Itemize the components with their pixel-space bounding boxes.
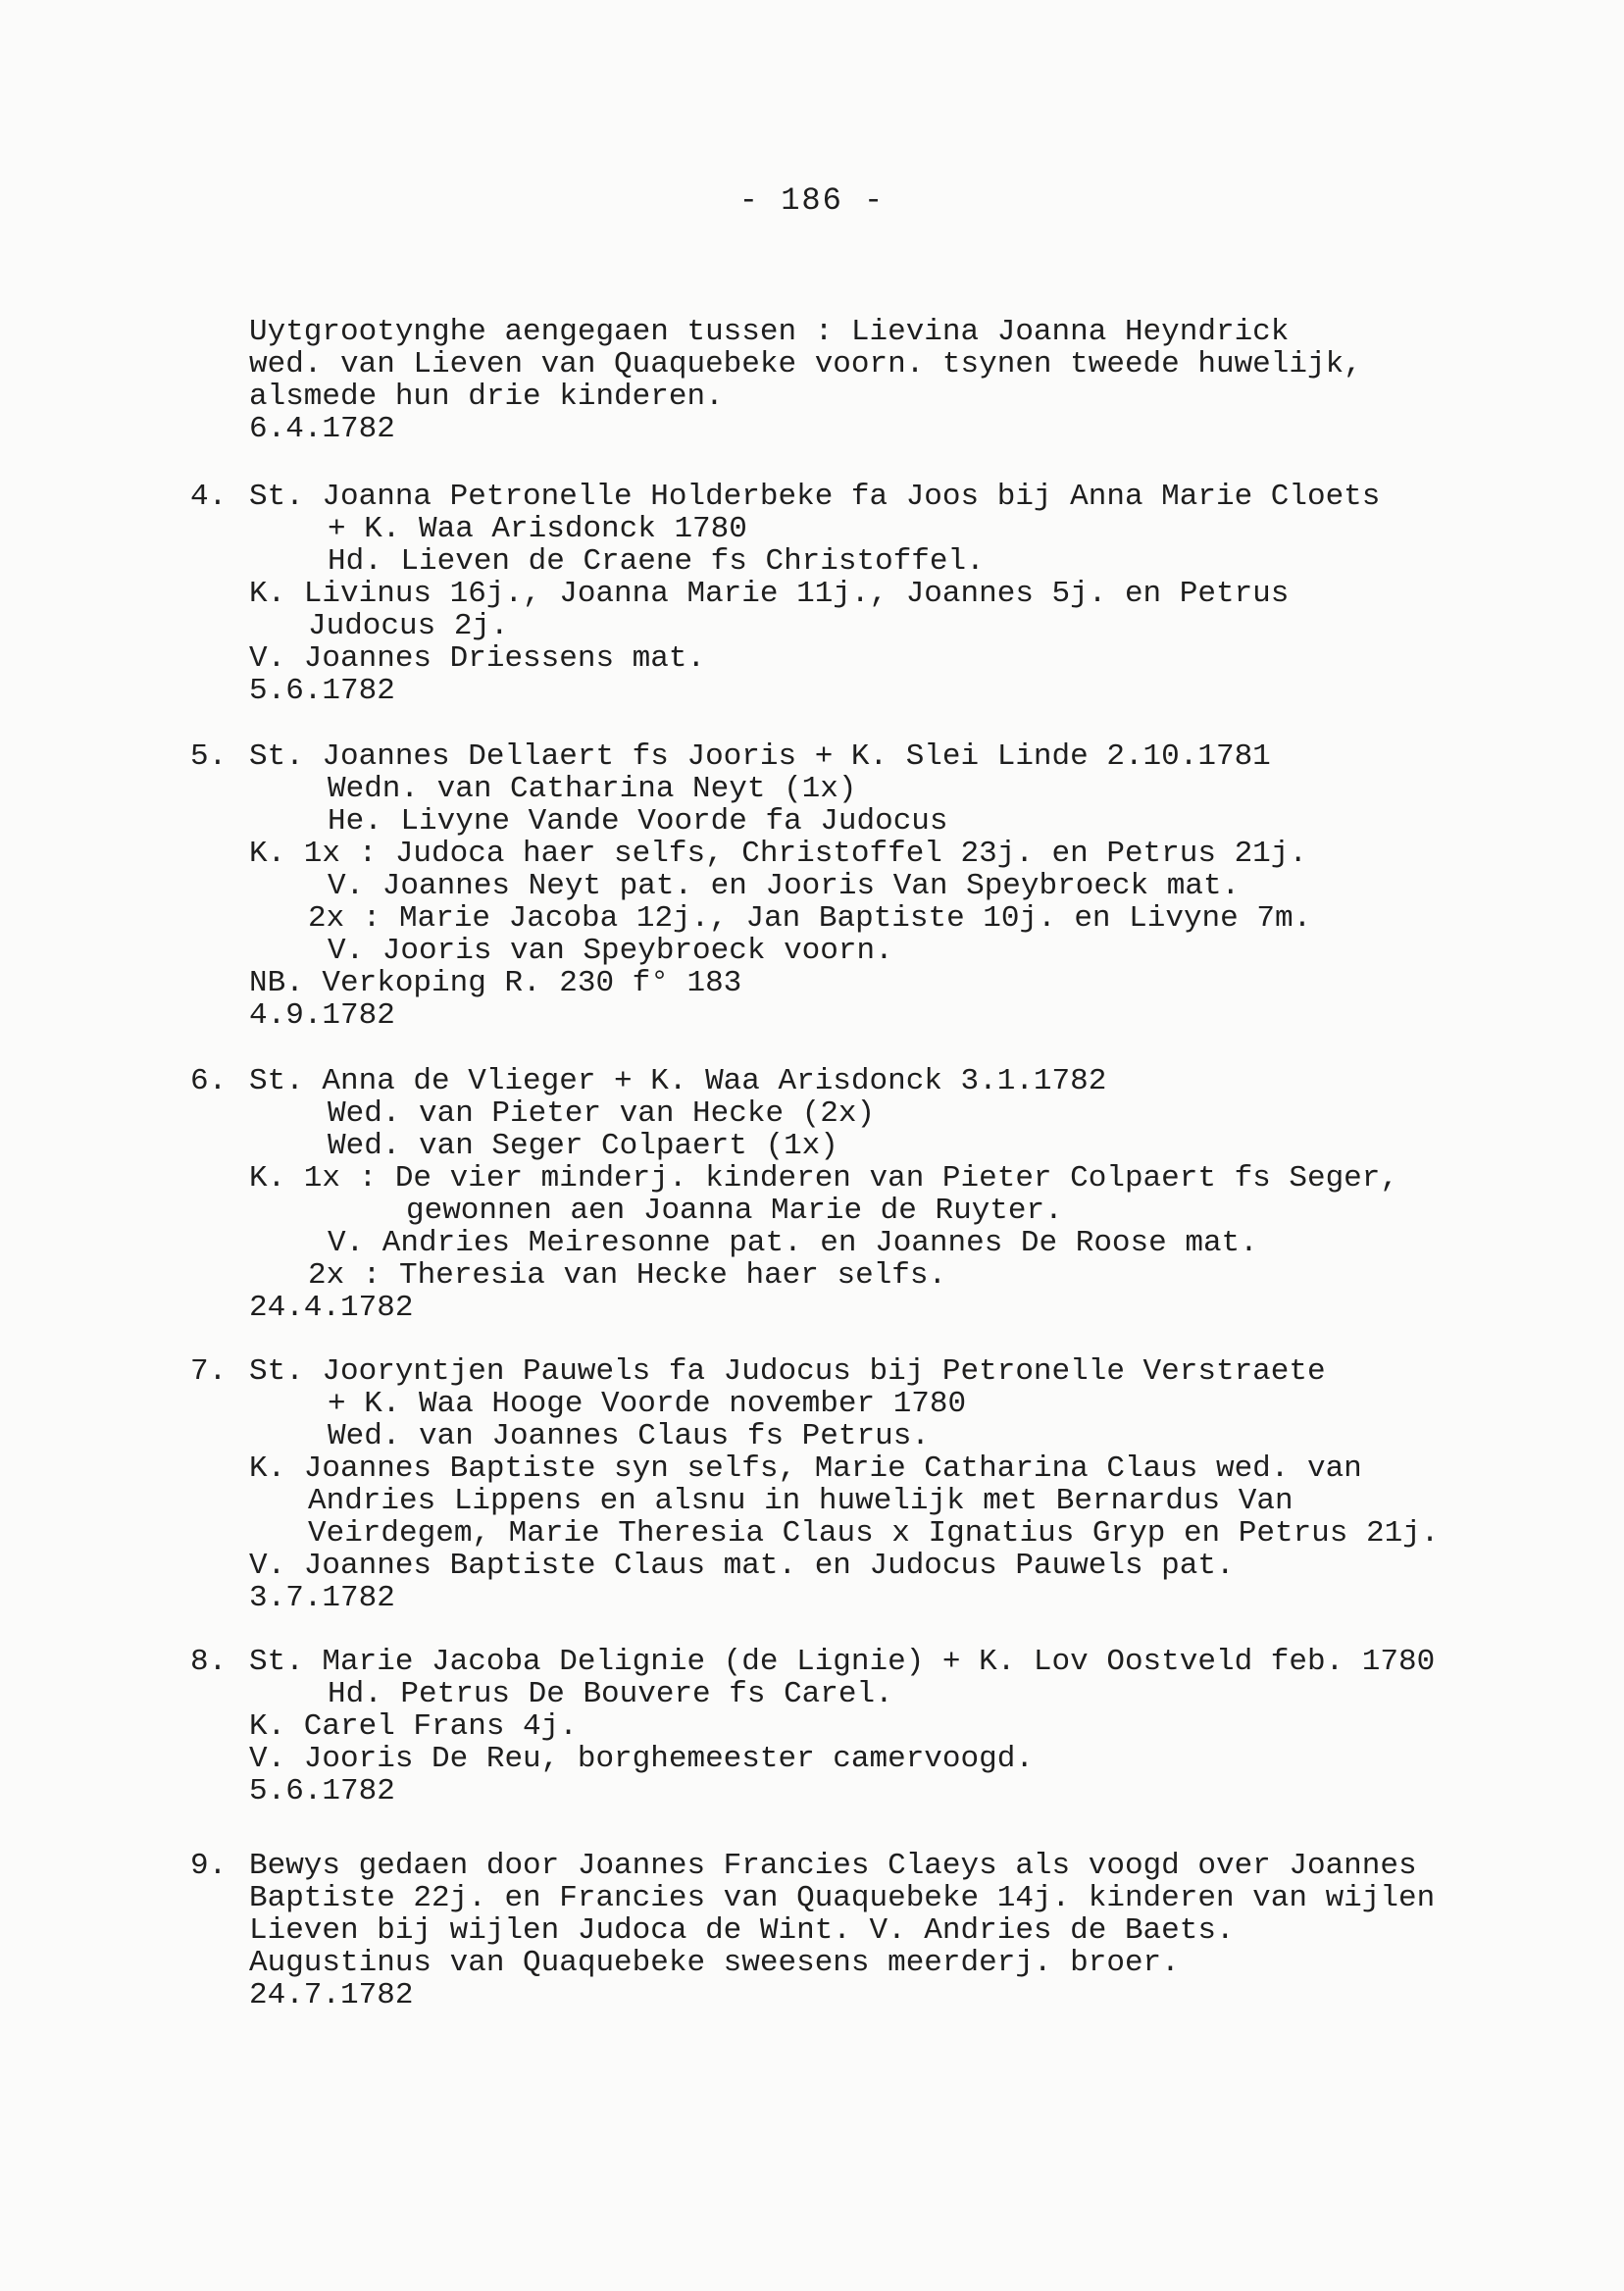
entry-line: Veirdegem, Marie Theresia Claus x Ignatius Gryp en Petrus 21j. xyxy=(308,1516,1440,1551)
entry-line: NB. Verkoping R. 230 f° 183 xyxy=(249,966,742,1000)
entry-line: Judocus 2j. xyxy=(308,609,509,643)
intro-line: Uytgrootynghe aengegaen tussen : Lievina Joanna Heyndrick xyxy=(249,315,1290,349)
entry-line: K. 1x : De vier minderj. kinderen van Pieter Colpaert fs Seger, xyxy=(249,1161,1398,1196)
entry-line: K. Joannes Baptiste syn selfs, Marie Catharina Claus wed. van xyxy=(249,1451,1362,1486)
entry-line: V. Joannes Driessens mat. xyxy=(249,641,706,676)
entry-line: V. Andries Meiresonne pat. en Joannes De Roose mat. xyxy=(328,1226,1258,1260)
entry-line: V. Jooris van Speybroeck voorn. xyxy=(328,934,893,968)
entry-line: St. Anna de Vlieger + K. Waa Arisdonck 3.1.1782 xyxy=(249,1064,1107,1098)
entry-line: Baptiste 22j. en Francies van Quaquebeke 14j. kinderen van wijlen xyxy=(249,1881,1436,1915)
entry-date: 5.6.1782 xyxy=(249,1774,395,1808)
entry-date: 24.4.1782 xyxy=(249,1291,414,1325)
entry-line: Wed. van Seger Colpaert (1x) xyxy=(328,1129,838,1163)
intro-line: wed. van Lieven van Quaquebeke voorn. tsynen tweede huwelijk, xyxy=(249,347,1362,382)
entry-line: V. Joannes Neyt pat. en Jooris Van Speybroeck mat. xyxy=(328,869,1241,903)
entry-line: Lieven bij wijlen Judoca de Wint. V. Andries de Baets. xyxy=(249,1913,1235,1948)
entry-line: K. Livinus 16j., Joanna Marie 11j., Joannes 5j. en Petrus xyxy=(249,577,1290,611)
entry-line: 2x : Theresia van Hecke haer selfs. xyxy=(308,1258,947,1293)
entry-line: + K. Waa Hooge Voorde november 1780 xyxy=(328,1387,967,1421)
entry-line: St. Joannes Dellaert fs Jooris + K. Slei Linde 2.10.1781 xyxy=(249,739,1271,774)
entry-line: K. 1x : Judoca haer selfs, Christoffel 23j. en Petrus 21j. xyxy=(249,837,1307,871)
entry-line: V. Jooris De Reu, borghemeester camervoogd. xyxy=(249,1742,1034,1776)
entry-line: Wed. van Pieter van Hecke (2x) xyxy=(328,1096,876,1131)
entry-date: 24.7.1782 xyxy=(249,1978,414,2012)
entry-number: 4. xyxy=(190,480,228,514)
intro-date: 6.4.1782 xyxy=(249,412,395,446)
entry-line: St. Joanna Petronelle Holderbeke fa Joos bij Anna Marie Cloets xyxy=(249,480,1381,514)
entry-date: 3.7.1782 xyxy=(249,1581,395,1615)
entry-line: Andries Lippens en alsnu in huwelijk met Bernardus Van xyxy=(308,1484,1294,1518)
entry-number: 8. xyxy=(190,1645,228,1679)
entry-line: He. Livyne Vande Voorde fa Judocus xyxy=(328,804,948,839)
entry-line: St. Marie Jacoba Delignie (de Lignie) + K. Lov Oostveld feb. 1780 xyxy=(249,1645,1436,1679)
entry-line: Augustinus van Quaquebeke sweesens meerderj. broer. xyxy=(249,1946,1180,1980)
entry-line: Hd. Petrus De Bouvere fs Carel. xyxy=(328,1677,893,1711)
entry-line: + K. Waa Arisdonck 1780 xyxy=(328,512,747,546)
entry-number: 7. xyxy=(190,1354,228,1389)
page-number: - 186 - xyxy=(738,182,886,219)
entry-number: 6. xyxy=(190,1064,228,1098)
entry-line: Wed. van Joannes Claus fs Petrus. xyxy=(328,1419,930,1453)
entry-line: K. Carel Frans 4j. xyxy=(249,1709,578,1744)
entry-number: 5. xyxy=(190,739,228,774)
entry-line: St. Jooryntjen Pauwels fa Judocus bij Petronelle Verstraete xyxy=(249,1354,1326,1389)
entry-date: 4.9.1782 xyxy=(249,998,395,1033)
entry-line: V. Joannes Baptiste Claus mat. en Judocus Pauwels pat. xyxy=(249,1549,1235,1583)
entry-line: Bewys gedaen door Joannes Francies Claeys als voogd over Joannes xyxy=(249,1849,1417,1883)
entry-number: 9. xyxy=(190,1849,228,1883)
entry-date: 5.6.1782 xyxy=(249,674,395,708)
entry-line: Hd. Lieven de Craene fs Christoffel. xyxy=(328,544,985,579)
entry-line: gewonnen aen Joanna Marie de Ruyter. xyxy=(406,1194,1063,1228)
intro-line: alsmede hun drie kinderen. xyxy=(249,380,724,414)
entry-line: 2x : Marie Jacoba 12j., Jan Baptiste 10j. en Livyne 7m. xyxy=(308,901,1312,936)
entry-line: Wedn. van Catharina Neyt (1x) xyxy=(328,772,857,806)
